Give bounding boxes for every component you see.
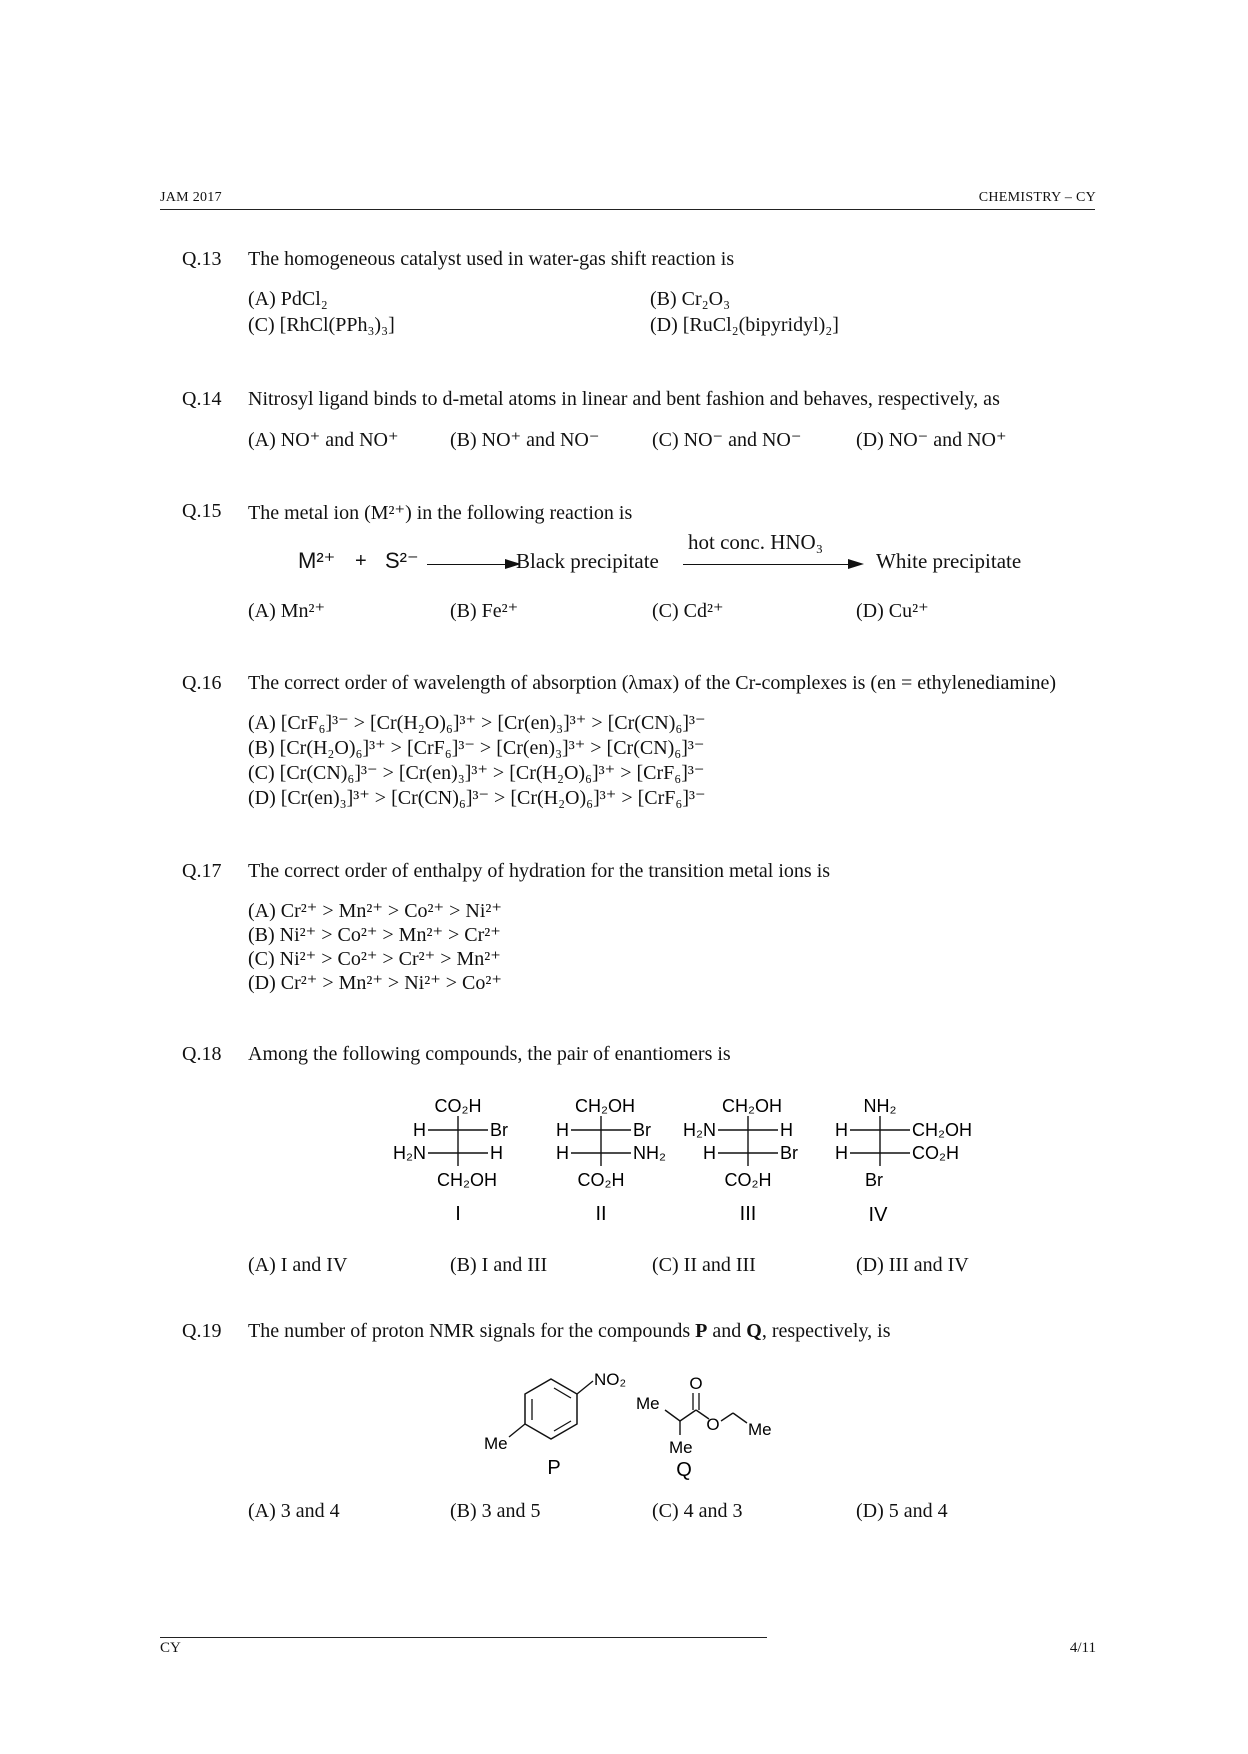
q19-q-ester-o: O <box>706 1415 720 1434</box>
q18-structure-iii <box>683 1096 798 1225</box>
q19-p-nitro: NO₂ <box>594 1370 627 1389</box>
header-exam-title: JAM 2017 <box>160 190 222 205</box>
q13-option-a: (A) PdCl₂ <box>248 288 328 310</box>
q14-option-a: (A) NO⁺ and NO⁺ <box>248 429 399 451</box>
q19-option-c: (C) 4 and 3 <box>652 1500 743 1522</box>
q19-text-and: and <box>712 1320 742 1342</box>
q19-compound-q <box>636 1374 772 1481</box>
q18-option-c: (C) II and III <box>652 1254 756 1276</box>
header-rule <box>160 209 1095 210</box>
q14-option-d: (D) NO⁻ and NO⁺ <box>856 429 1007 451</box>
q15-reactant-metal: M²⁺ <box>298 548 336 573</box>
q19-text-pre: The number of proton NMR signals for the compounds <box>248 1320 691 1342</box>
q18-option-b: (B) I and III <box>450 1254 548 1276</box>
q17-option-c: (C) Ni²⁺ > Co²⁺ > Cr²⁺ > Mn²⁺ <box>248 948 501 970</box>
q16-option-b: (B) [Cr(H₂O)₆]³⁺ > [CrF₆]³⁻ > [Cr(en)₃]³⁺ > [Cr(CN)₆]³⁻ <box>248 737 705 759</box>
q18-s1-r1-left: H <box>413 1120 426 1140</box>
q18-s1-r2-left: H₂N <box>393 1143 426 1163</box>
q18-text: Among the following compounds, the pair of enantiomers is <box>248 1043 731 1065</box>
q16-option-a: (A) [CrF₆]³⁻ > [Cr(H₂O)₆]³⁺ > [Cr(en)₃]³⁺ > [Cr(CN)₆]³⁻ <box>248 712 706 734</box>
q18-s2-label: II <box>595 1203 607 1225</box>
q18-structure-ii <box>556 1096 666 1225</box>
q18-s2-bottom: CO₂H <box>577 1170 625 1190</box>
q15-text: The metal ion (M²⁺) in the following reaction is <box>248 502 633 524</box>
q18-s2-top: CH₂OH <box>575 1096 635 1116</box>
q16-option-c: (C) [Cr(CN)₆]³⁻ > [Cr(en)₃]³⁺ > [Cr(H₂O)₆]³⁺ > [CrF₆]³⁻ <box>248 762 705 784</box>
q13-option-b: (B) Cr₂O₃ <box>650 288 731 310</box>
q18-s1-r2-right: H <box>490 1143 503 1163</box>
q18-s4-bottom: Br <box>865 1170 883 1190</box>
q16-option-d: (D) [Cr(en)₃]³⁺ > [Cr(CN)₆]³⁻ > [Cr(H₂O)₆]³⁺ > [CrF₆]³⁻ <box>248 787 706 809</box>
q18-structure-iv <box>835 1096 972 1226</box>
q14-option-c: (C) NO⁻ and NO⁻ <box>652 429 802 451</box>
q19-compound-p <box>484 1370 626 1479</box>
q19-q-me-3: Me <box>748 1420 772 1439</box>
q15-reagent: hot conc. HNO₃ <box>688 530 824 554</box>
q13-text: The homogeneous catalyst used in water-gas shift reaction is <box>248 248 735 270</box>
q14-option-b: (B) NO⁺ and NO⁻ <box>450 429 600 451</box>
q18-s3-top: CH₂OH <box>722 1096 782 1116</box>
q19-structures <box>470 1365 870 1485</box>
q15-option-b: (B) Fe²⁺ <box>450 600 519 622</box>
q19-q-label: Q <box>676 1459 692 1481</box>
q18-structure-i <box>393 1096 508 1225</box>
q18-s4-label: IV <box>868 1204 888 1226</box>
q19-text-p: P <box>695 1320 708 1342</box>
q15-arrow-1-shaft <box>427 564 507 565</box>
q19-q-me-1: Me <box>636 1394 660 1413</box>
q19-q-me-2: Me <box>669 1438 693 1457</box>
q18-fischer-projections <box>370 1090 1010 1240</box>
q18-s1-bottom: CH₂OH <box>437 1170 497 1190</box>
q19-p-methyl: Me <box>484 1434 508 1453</box>
q15-option-c: (C) Cd²⁺ <box>652 600 724 622</box>
q18-s3-r2-left: H <box>703 1143 716 1163</box>
q16-number: Q.16 <box>182 672 222 694</box>
q18-s1-r1-right: Br <box>490 1120 508 1140</box>
q18-s4-top: NH₂ <box>863 1096 897 1116</box>
q18-s2-r2-left: H <box>556 1143 569 1163</box>
header-subject: CHEMISTRY – CY <box>978 190 1096 205</box>
q15-black-precipitate: Black precipitate <box>516 549 659 573</box>
q18-option-a: (A) I and IV <box>248 1254 348 1276</box>
q14-text: Nitrosyl ligand binds to d-metal atoms in linear and bent fashion and behaves, respectively, as <box>248 388 1000 410</box>
q19-p-label: P <box>547 1457 561 1479</box>
q13-number: Q.13 <box>182 248 222 270</box>
q19-number: Q.19 <box>182 1320 222 1342</box>
q19-text-q: Q <box>746 1320 762 1342</box>
q17-text: The correct order of enthalpy of hydration for the transition metal ions is <box>248 860 831 882</box>
footer-page-number: 4/11 <box>1069 1640 1096 1656</box>
q18-s3-r2-right: Br <box>780 1143 798 1163</box>
q18-s1-label: I <box>455 1203 461 1225</box>
q17-option-a: (A) Cr²⁺ > Mn²⁺ > Co²⁺ > Ni²⁺ <box>248 900 502 922</box>
q19-text <box>248 1320 891 1343</box>
q19-q-carbonyl-o: O <box>689 1374 703 1393</box>
q18-s3-r1-right: H <box>780 1120 793 1140</box>
q18-s4-r1-left: H <box>835 1120 848 1140</box>
q18-s2-r2-right: NH₂ <box>633 1143 666 1163</box>
q18-s4-r1-right: CH₂OH <box>912 1120 972 1140</box>
q15-number: Q.15 <box>182 500 222 522</box>
q18-s2-r1-right: Br <box>633 1120 651 1140</box>
q15-reactant-sulfide: S²⁻ <box>385 548 419 573</box>
q15-option-a: (A) Mn²⁺ <box>248 600 326 622</box>
q13-option-c: (C) [RhCl(PPh₃)₃] <box>248 314 395 336</box>
q15-option-d: (D) Cu²⁺ <box>856 600 929 622</box>
q14-number: Q.14 <box>182 388 222 410</box>
q18-s4-r2-right: CO₂H <box>912 1143 959 1163</box>
q15-arrow-2-head <box>848 559 864 569</box>
q18-s3-r1-left: H₂N <box>683 1120 716 1140</box>
q17-option-b: (B) Ni²⁺ > Co²⁺ > Mn²⁺ > Cr²⁺ <box>248 924 501 946</box>
q18-number: Q.18 <box>182 1043 222 1065</box>
q18-s2-r1-left: H <box>556 1120 569 1140</box>
q19-text-post: , respectively, is <box>761 1320 891 1342</box>
q19-option-a: (A) 3 and 4 <box>248 1500 340 1522</box>
footer-rule <box>160 1637 767 1638</box>
q18-s3-bottom: CO₂H <box>724 1170 772 1190</box>
q19-option-b: (B) 3 and 5 <box>450 1500 541 1522</box>
q19-option-d: (D) 5 and 4 <box>856 1500 948 1522</box>
q18-s1-top: CO₂H <box>434 1096 482 1116</box>
q15-plus-sign: + <box>355 550 367 572</box>
q17-option-d: (D) Cr²⁺ > Mn²⁺ > Ni²⁺ > Co²⁺ <box>248 972 502 994</box>
q17-number: Q.17 <box>182 860 222 882</box>
q18-option-d: (D) III and IV <box>856 1254 969 1276</box>
q13-option-d: (D) [RuCl₂(bipyridyl)₂] <box>650 314 839 336</box>
q16-text: The correct order of wavelength of absorption (λmax) of the Cr-complexes is (en = ethylenediamine) <box>248 672 1057 694</box>
q18-s4-r2-left: H <box>835 1143 848 1163</box>
q15-white-precipitate: White precipitate <box>876 549 1022 573</box>
q15-arrow-2-shaft <box>683 564 853 565</box>
footer-subject-code: CY <box>160 1640 181 1656</box>
q18-s3-label: III <box>739 1203 757 1225</box>
